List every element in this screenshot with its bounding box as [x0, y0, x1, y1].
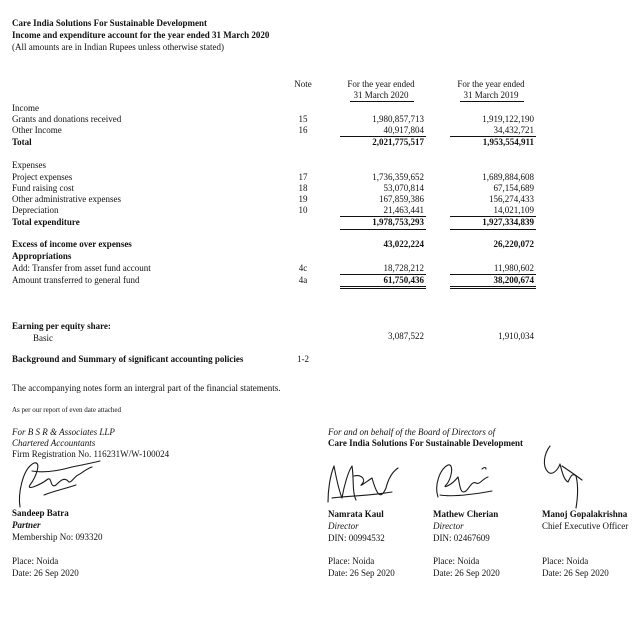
- excess-label: Excess of income over expenses: [12, 239, 132, 249]
- income-row-2020: 40,917,804: [383, 125, 424, 135]
- y2019-header-line2: 31 March 2019: [463, 90, 519, 100]
- appropriation-row-note: 4a: [298, 275, 308, 285]
- auditor-place: Place: Noida: [12, 556, 59, 566]
- signatory-name: Manoj Gopalakrishna: [542, 509, 628, 519]
- notes-statement: The accompanying notes form an intergral part of the financial statements.: [12, 383, 281, 393]
- currency-note: (All amounts are in Indian Rupees unless otherwise stated): [12, 42, 224, 52]
- signatory-place: Place: Noida: [433, 556, 480, 566]
- eps-2019: 1,910,034: [498, 331, 534, 341]
- income-row-2020: 1,980,857,713: [372, 114, 424, 124]
- appropriation-row-2020: 61,750,436: [383, 275, 424, 285]
- expense-total-2019: 1,927,334,839: [482, 217, 534, 227]
- excess-2019: 26,220,072: [493, 239, 534, 249]
- ceo-signature: [538, 436, 598, 512]
- director-signature-1: [322, 452, 402, 508]
- auditor-role: Partner: [12, 520, 41, 530]
- income-row-2019: 1,919,122,190: [482, 114, 534, 124]
- signatory-din: DIN: 02467609: [433, 533, 490, 543]
- expense-row-2019: 14,021,109: [493, 205, 534, 215]
- appropriation-row-label: Amount transferred to general fund: [12, 275, 140, 285]
- signatory-name: Mathew Cherian: [433, 509, 499, 519]
- signatory-din: DIN: 00994532: [328, 533, 385, 543]
- auditor-type: Chartered Accountants: [12, 438, 96, 448]
- income-row-label: Other Income: [12, 125, 62, 135]
- expense-row-label: Project expenses: [12, 172, 73, 182]
- board-line2: Care India Solutions For Sustainable Development: [328, 438, 523, 448]
- auditor-name: Sandeep Batra: [12, 508, 69, 518]
- signatory-role: Chief Executive Officer: [542, 521, 629, 531]
- income-total-2020: 2,021,775,517: [372, 137, 424, 147]
- expense-row-note: 19: [298, 194, 308, 204]
- appropriation-row-2020: 18,728,212: [383, 263, 424, 273]
- auditor-registration: Firm Registration No. 116231W/W-100024: [12, 449, 170, 459]
- policies-label: Background and Summary of significant accounting policies: [12, 354, 244, 364]
- signatory-place: Place: Noida: [328, 556, 375, 566]
- income-total-label: Total: [12, 137, 32, 147]
- eps-basic-label: Basic: [33, 333, 53, 343]
- auditor-membership: Membership No: 093320: [12, 532, 103, 542]
- expense-row-2019: 67,154,689: [493, 183, 534, 193]
- eps-heading: Earning per equity share:: [12, 321, 111, 331]
- board-line1: For and on behalf of the Board of Directors of: [328, 427, 496, 437]
- expense-row-note: 17: [298, 172, 308, 182]
- policies-note: 1-2: [297, 354, 309, 364]
- excess-2020: 43,022,224: [383, 239, 424, 249]
- expense-total-label: Total expenditure: [12, 217, 80, 227]
- director-signature-2: [430, 455, 500, 505]
- expense-row-2019: 1,689,884,608: [482, 172, 534, 182]
- expense-row-label: Fund raising cost: [12, 183, 74, 193]
- income-heading: Income: [12, 103, 39, 113]
- auditor-date: Date: 26 Sep 2020: [12, 568, 79, 578]
- y2020-header-line2: 31 March 2020: [353, 90, 409, 100]
- signatory-name: Namrata Kaul: [328, 509, 384, 519]
- signatory-date: Date: 26 Sep 2020: [542, 568, 609, 578]
- appropriation-row-2019: 11,980,602: [493, 263, 534, 273]
- expense-row-label: Depreciation: [12, 205, 59, 215]
- expense-row-2020: 167,859,386: [379, 194, 424, 204]
- y2019-header-line1: For the year ended: [457, 79, 525, 89]
- expense-row-label: Other administrative expenses: [12, 194, 121, 204]
- income-row-2019: 34,432,721: [493, 125, 534, 135]
- signatory-role: Director: [328, 521, 359, 531]
- appropriation-row-note: 4c: [298, 263, 308, 273]
- eps-2020: 3,087,522: [388, 331, 424, 341]
- income-total-2019: 1,953,554,911: [482, 137, 534, 147]
- y2020-header-line1: For the year ended: [347, 79, 415, 89]
- signatory-role: Director: [433, 521, 464, 531]
- income-row-note: 16: [298, 125, 308, 135]
- expenses-heading: Expenses: [12, 160, 46, 170]
- company-name: Care India Solutions For Sustainable Development: [12, 18, 207, 28]
- signatory-date: Date: 26 Sep 2020: [328, 568, 395, 578]
- expense-row-note: 10: [298, 205, 308, 215]
- note-column-header: Note: [294, 79, 312, 89]
- expense-row-2020: 1,736,359,652: [372, 172, 424, 182]
- appropriation-row-label: Add: Transfer from asset fund account: [12, 263, 151, 273]
- expense-row-2019: 156,274,433: [489, 194, 534, 204]
- appropriation-row-2019: 38,200,674: [493, 275, 534, 285]
- report-statement: As per our report of even date attached: [12, 406, 122, 414]
- expense-row-note: 18: [298, 183, 308, 193]
- income-row-label: Grants and donations received: [12, 114, 122, 124]
- signatory-date: Date: 26 Sep 2020: [433, 568, 500, 578]
- statement-title: Income and expenditure account for the year ended 31 March 2020: [12, 30, 270, 40]
- appropriations-heading: Appropriations: [12, 251, 72, 261]
- auditor-firm: For B S R & Associates LLP: [12, 427, 115, 437]
- expense-row-2020: 21,463,441: [383, 205, 424, 215]
- income-row-note: 15: [298, 114, 308, 124]
- expense-row-2020: 53,070,814: [383, 183, 424, 193]
- signatory-place: Place: Noida: [542, 556, 589, 566]
- expense-total-2020: 1,978,753,293: [372, 217, 424, 227]
- auditor-signature: [14, 455, 106, 513]
